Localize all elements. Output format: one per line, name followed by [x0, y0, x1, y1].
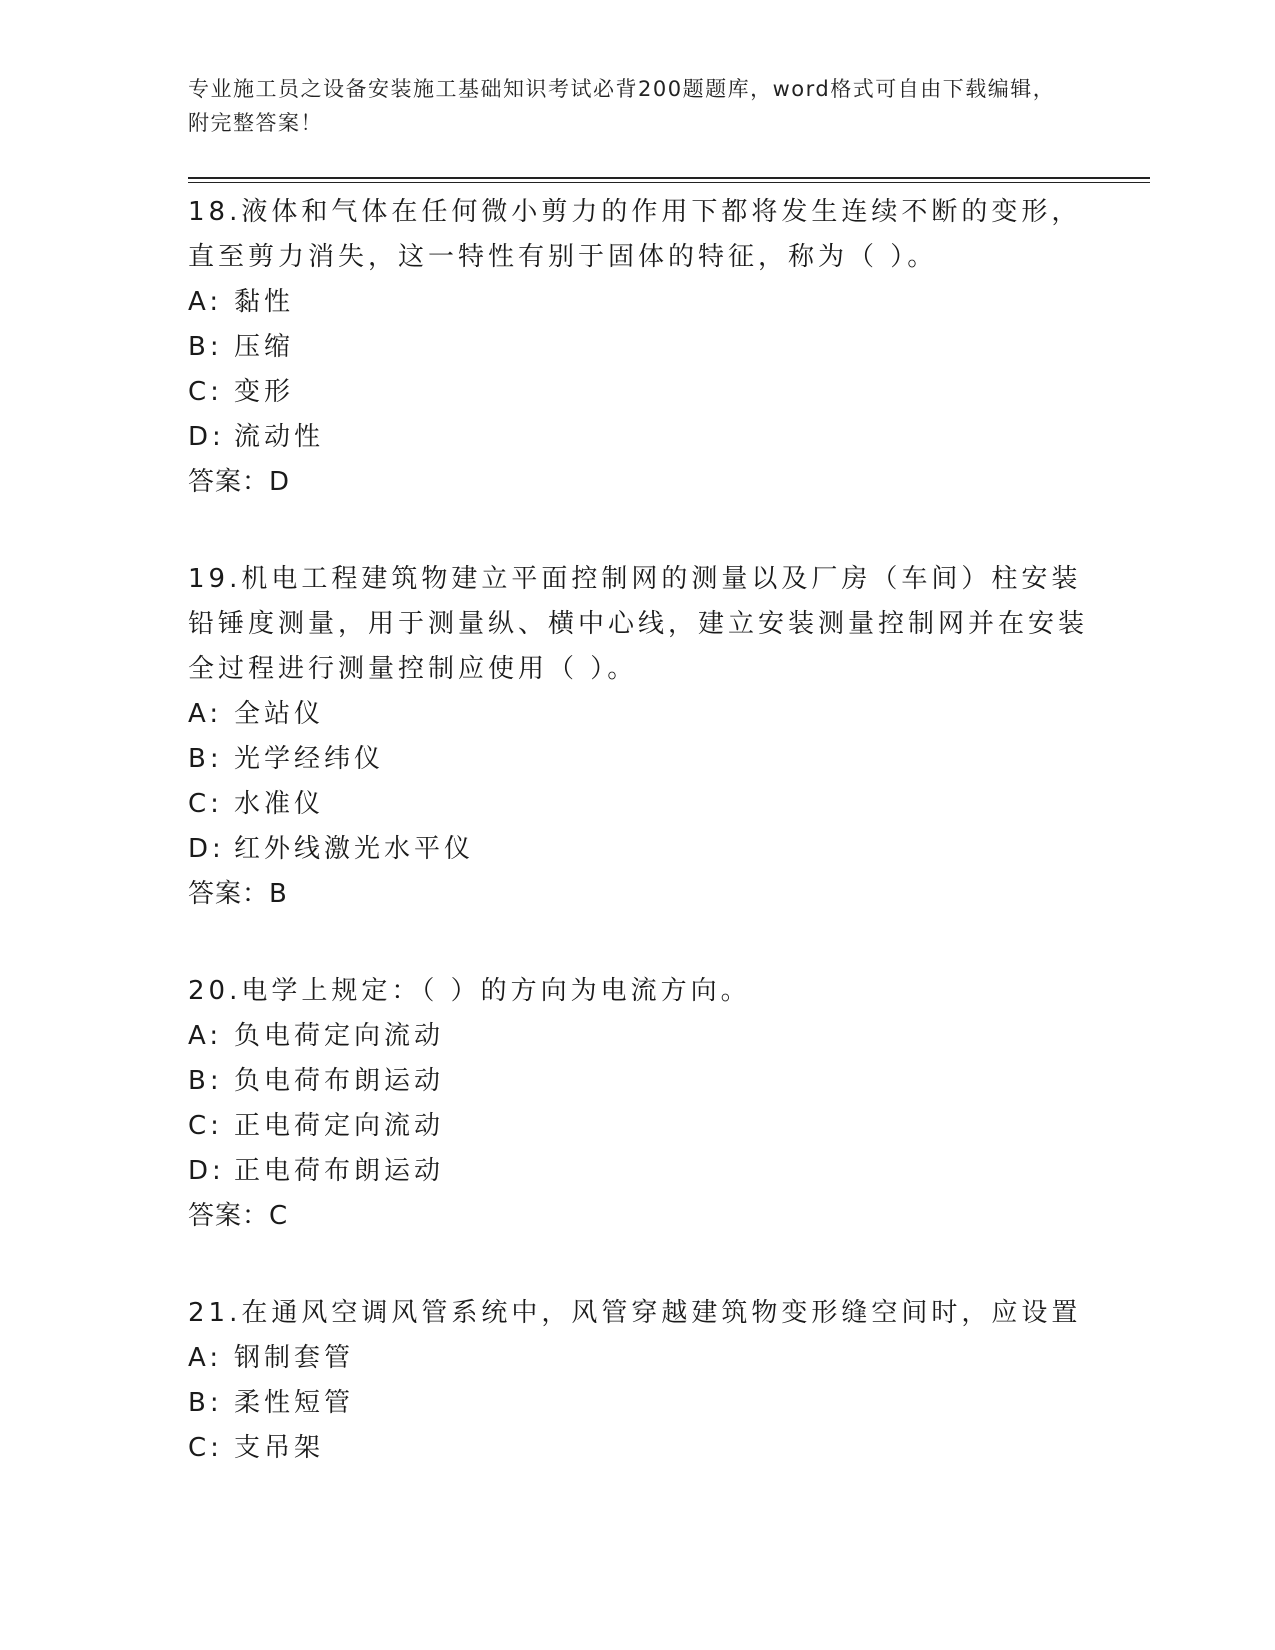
question-stem: 19.机电工程建筑物建立平面控制网的测量以及厂房（车间）柱安装铅锤度测量，用于测量纵、横中心线，建立安装测量控制网并在安装全过程进行测量控制应使用（ ）。 [188, 564, 1089, 684]
option-b [188, 325, 1088, 370]
option-text: 黏性 [234, 287, 295, 317]
option-c [188, 370, 1088, 415]
header-divider-thin [188, 182, 1150, 183]
option-text: 压缩 [234, 332, 295, 362]
question-21 [188, 1291, 1088, 1471]
option-d [188, 415, 1088, 460]
option-c [188, 782, 1088, 827]
option-letter: C: [188, 377, 223, 407]
option-list [188, 280, 1088, 460]
document-header [188, 72, 1068, 140]
option-a [188, 1014, 1088, 1059]
option-list [188, 1336, 1088, 1471]
option-letter: A: [188, 1343, 223, 1373]
question-18 [188, 190, 1088, 505]
option-list [188, 1014, 1088, 1194]
option-text: 负电荷定向流动 [234, 1021, 445, 1051]
option-b [188, 1059, 1088, 1104]
option-a [188, 1336, 1088, 1381]
option-text: 钢制套管 [234, 1343, 355, 1373]
answer-line: 答案：D [188, 467, 291, 497]
option-letter: D: [188, 1156, 225, 1186]
question-stem: 21.在通风空调风管系统中，风管穿越建筑物变形缝空间时，应设置 [188, 1298, 1082, 1328]
option-letter: A: [188, 699, 223, 729]
option-letter: B: [188, 1066, 223, 1096]
option-text: 正电荷布朗运动 [234, 1156, 445, 1186]
answer-line: 答案：B [188, 879, 288, 909]
question-19 [188, 557, 1088, 917]
option-letter: D: [188, 834, 225, 864]
option-letter: A: [188, 1021, 223, 1051]
option-letter: C: [188, 1111, 223, 1141]
option-text: 支吊架 [234, 1433, 325, 1463]
option-c [188, 1104, 1088, 1149]
option-text: 全站仪 [234, 699, 325, 729]
option-text: 水准仪 [234, 789, 325, 819]
option-text: 变形 [234, 377, 295, 407]
option-text: 光学经纬仪 [234, 744, 385, 774]
option-letter: B: [188, 1388, 223, 1418]
header-title: 专业施工员之设备安装施工基础知识考试必背200题题库，word格式可自由下载编辑，附完整答案！ [188, 77, 1056, 135]
question-stem: 18.液体和气体在任何微小剪力的作用下都将发生连续不断的变形，直至剪力消失，这一特性有别于固体的特征，称为（ ）。 [188, 197, 1082, 272]
header-divider-thick [188, 177, 1150, 179]
option-letter: C: [188, 789, 223, 819]
option-text: 负电荷布朗运动 [234, 1066, 445, 1096]
option-b [188, 1381, 1088, 1426]
question-stem: 20.电学上规定：（ ）的方向为电流方向。 [188, 976, 751, 1006]
option-a [188, 280, 1088, 325]
option-text: 流动性 [234, 422, 325, 452]
question-list [188, 190, 1088, 1523]
option-d [188, 827, 1088, 872]
option-letter: C: [188, 1433, 223, 1463]
question-20 [188, 969, 1088, 1239]
option-a [188, 692, 1088, 737]
option-letter: B: [188, 332, 223, 362]
option-c [188, 1426, 1088, 1471]
answer-line: 答案：C [188, 1201, 289, 1231]
option-list [188, 692, 1088, 872]
option-text: 柔性短管 [234, 1388, 355, 1418]
option-text: 正电荷定向流动 [234, 1111, 445, 1141]
option-d [188, 1149, 1088, 1194]
option-text: 红外线激光水平仪 [234, 834, 475, 864]
option-letter: B: [188, 744, 223, 774]
option-letter: A: [188, 287, 223, 317]
option-b [188, 737, 1088, 782]
option-letter: D: [188, 422, 225, 452]
